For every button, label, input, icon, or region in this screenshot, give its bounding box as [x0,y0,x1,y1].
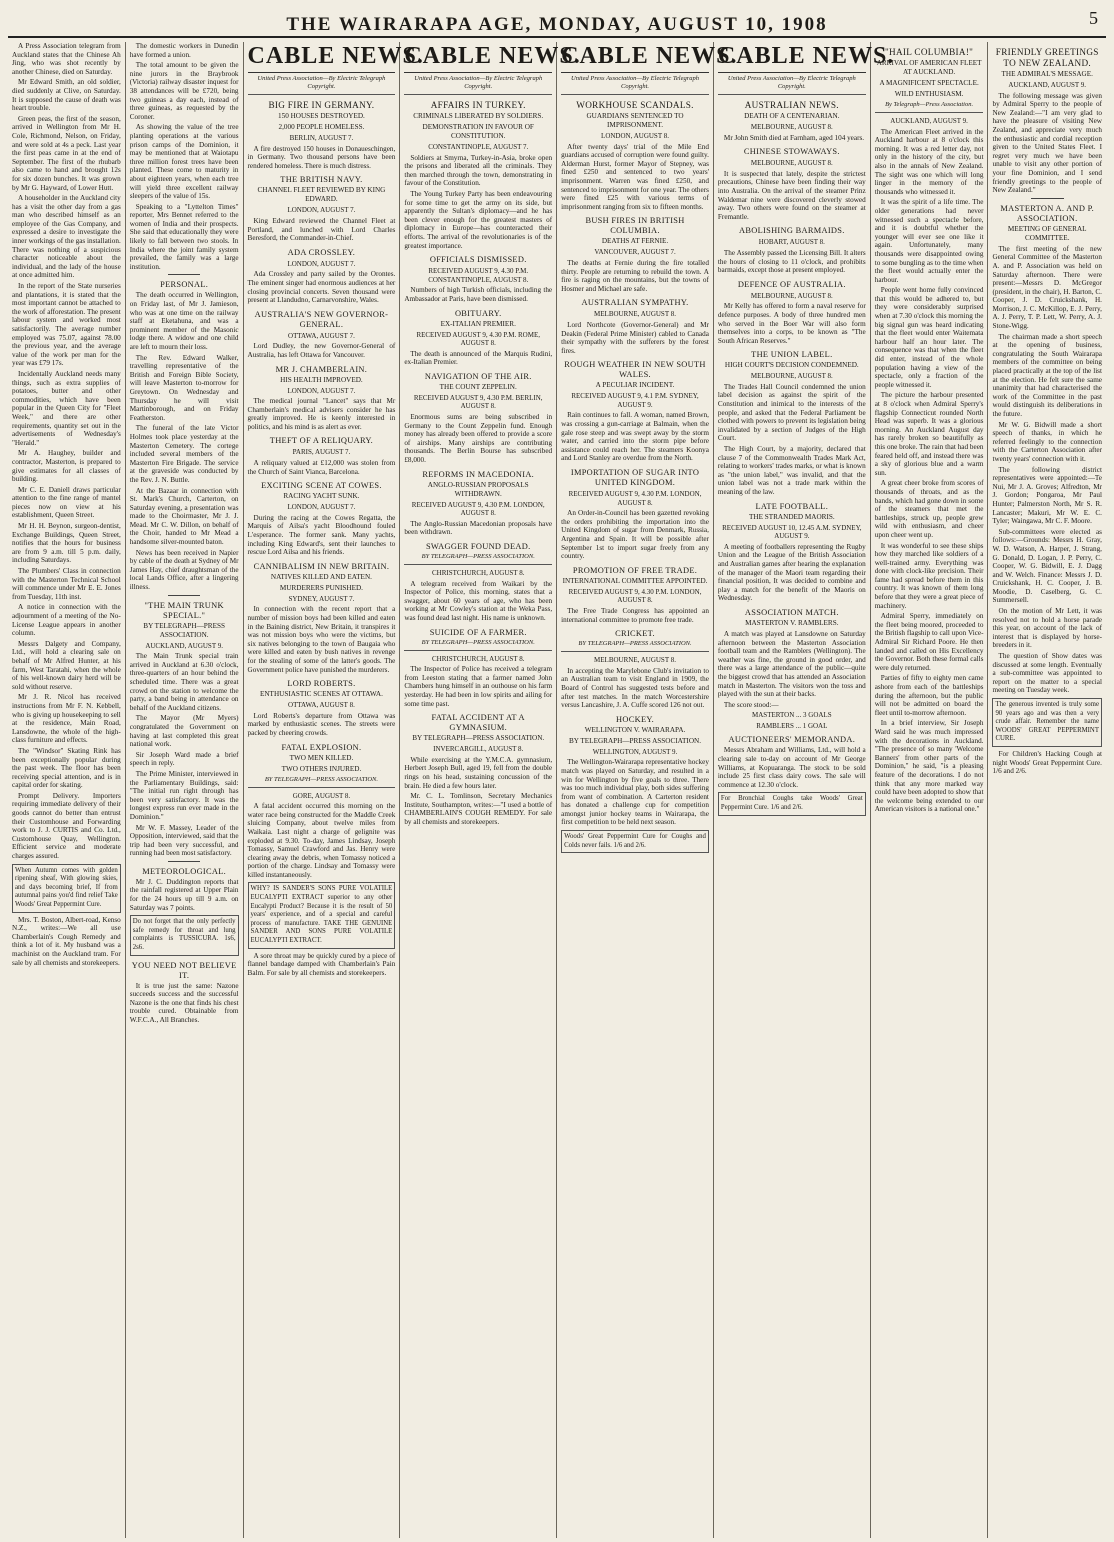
paragraph: Mr J. C. Duddington reports that the rainfall registered at Upper Plain for the 24 hours up till 9 a.m. on Saturday was 7 points. [129,877,239,912]
column-8 [988,42,1106,1538]
paragraph: It is suspected that lately, despite the strictest precautions, Chinese have been finding their way into Australia. On the arrival of the steamer Prinz Waldemar nine were discovered cleverly stowed away. Two others were found on the steamer at Fremantle. [717,169,866,221]
headline: CHINESE STOWAWAYS. [743,147,840,157]
column-3 [244,42,424,1538]
dateline: LONDON, AUGUST 7. [287,259,356,268]
headline: AFFAIRS IN TURKEY. [430,100,526,110]
subheadline: WILD ENTHUSIASM. [894,90,964,98]
paragraph: Messrs Abraham and Williams, Ltd., will hold a clearing sale to-day on account of Mr George Williams, at Kopuaranga. The stock to be sold include 25 first class dairy cows. The sale will commence at 12.30 o'clock. [717,746,866,789]
advertisement: The generous invented is truly some 90 years ago and was then a very crude affair. Remember the name WOODS' GREAT PEPPERMINT CURE. [992,698,1102,747]
advertisement: Woods' Great Peppermint Cure for Coughs and Colds never fails. 1/6 and 2/6. [561,830,709,853]
paragraph: After twenty days' trial of the Mile End guardians accused of corruption were found guilty. Alderman Hurst, former Mayor of Stepney, was fined £250 and sentenced to two years' imprisonment. Warren was fined £250, and sentenced to imprisonment for one year. The others were fined £25 with various terms of imprisonment ranging from six to fifteen months. [561,142,709,211]
page-number: 5 [1089,8,1098,28]
paragraph: The Trades Hall Council condemned the union label decision as against the spirit of the Constitution and inimical to the interests of the people, and asked that the Federal Parliament be clothed with powers to prevent its legislation being invalidated by a section of Judges of the High Court. [717,382,866,443]
paragraph: The death is announced of the Marquis Rudini, ex-Italian Premier. [404,349,553,367]
paragraph: A great cheer broke from scores of thousands of throats, and as the bands, which had gone down in some of the steamers that met the battleships, struck up, people grew wild with enthusiasm, and cheer upon cheer went up. [874,479,984,539]
paragraph: Messrs Dalgety and Company, Ltd., will hold a clearing sale on behalf of Mr Alfred Hunter, at his farm, West Taratahi, when the whole of his well-known dairy herd will be sold without reserve. [12,639,121,691]
headline: FATAL ACCIDENT AT A GYMNASIUM. [431,713,525,733]
paragraph: In connection with the recent report that a number of mission boys had been killed and eaten in the Baining district, New Britain, it transpires it was not mission boys who were the victims, but six natives belonging to the town of Baugaia who were killed and eaten by bush natives in revenge for the stealing of some of the latter's goods. The Government police have punished the murderers. [247,605,396,674]
dateline: MELBOURNE, AUGUST 8. [594,656,676,665]
columns [8,42,1106,1538]
paragraph: Rain continues to fall. A woman, named Brown, was crossing a gun-carriage at Balmain, when the gale rose steep and was swept away by the storm water, and carried into the storm pipe before assistance could reach her. The steamers Koonya and Lord Stanley are overdue from the North. [561,411,709,463]
paragraph: News has been received in Napier by cable of the death at Sydney of Mr James Hay, chief draughtsman of the local Lands Office, after a lingering illness. [129,548,239,592]
headline: EXCITING SCENE AT COWES. [261,481,382,491]
headline: "HAIL COLUMBIA!" [884,47,974,57]
subheadline: TWO MEN KILLED. [289,753,354,762]
dateline: LONDON, AUGUST 7. [287,503,356,512]
headline: OBITUARY. [454,308,502,318]
paragraph: Mr Kelly has offered to form a naval reserve for defence purposes. A body of three hundred men who served in the Boer War will also form themselves into a corps, to be known as "The South African Reserves." [717,302,866,345]
headline: MR J. CHAMBERLAIN. [275,364,368,374]
paragraph: The Free Trade Congress has appointed an international committee to promote free trade. [561,606,709,624]
agency-credit: United Press Association—By Electric Telegraph Copyright. [404,75,552,95]
headline: DEFENCE OF AUSTRALIA. [737,279,846,289]
paragraph: Lord Dudley, the new Governor-General of Australia, has left Ottawa for Vancouver. [247,342,396,359]
masthead-title: THE WAIRARAPA AGE, MONDAY, AUGUST 10, 1908 [286,14,828,35]
headline: NAVIGATION OF THE AIR. [424,371,532,381]
paragraph: Soldiers at Smyrna, Turkey-in-Asia, broke open the prisons and liberated all the criminals. They then marched through the town, demonstrating in favour of the Constitution. [404,153,553,188]
subheadline: EX-ITALIAN PREMIER. [440,319,516,328]
advertisement: Do not forget that the only perfectly safe remedy for throat and lung complaints is TUSSICURA. 1s6, 2s6. [130,915,239,955]
paragraph: The Assembly passed the Licensing Bill. It alters the hours of closing to 11 o'clock, and prohibits barmaids, except those at present employed. [717,248,866,275]
headline: LORD ROBERTS. [287,679,356,689]
dateline: CHRISTCHURCH, AUGUST 8. [432,569,525,577]
paragraph: The Young Turkey Party has been endeavouring for some time to get the army on its side, but apparently the Sultan's diplomacy—and he has been clever enough for the greatest masters of diplomacy in Europe—has counteracted their efforts. The arrival of the revolutionaries is of the greatest importance. [404,189,553,250]
subheadline: NATIVES KILLED AND EATEN. [270,572,372,581]
subheadline: GUARDIANS SENTENCED TO IMPRISONMENT. [586,112,684,129]
subheadline: A MAGNIFICENT SPECTACLE. [879,79,979,87]
subheadline: 150 HOUSES DESTROYED. [278,112,365,120]
dateline: OTTAWA, AUGUST 7. [288,331,355,340]
dateline: OTTAWA, AUGUST 8. [288,701,355,710]
paragraph: The following district representatives were appointed:—Te Nui, Mr J. A. Groves; Alfredton, Mr J. Gordon; Pongaroa, Mr Paul Hunter; Palmerston North, Mr S. R. Lancaster; Makuri, Mr W. E. C. Tyler; Waingawa, Mr C. F. Moore. [992,465,1102,526]
paragraph: Mr Edward Smith, an old soldier, died suddenly at Clive, on Saturday. It is supposed the cause of death was heart trouble. [12,78,121,113]
column-7 [871,42,989,1538]
headline: AUSTRALIAN SYMPATHY. [581,298,689,308]
subheadline: DEATHS AT FERNIE. [601,237,669,246]
subheadline: DEATH OF A CENTENARIAN. [744,112,840,120]
subheadline: BY TELEGRAPH—PRESS ASSOCIATION. [412,734,545,743]
subheadline: 2,000 PEOPLE HOMELESS. [278,123,365,131]
dateline: RECEIVED AUGUST 9, 4.30 P.M. LONDON, AUGUST 8. [411,500,545,518]
paragraph: The Anglo-Russian Macedonian proposals have been withdrawn. [404,519,553,537]
subheadline: WELLINGTON V. WAIRARAPA. [584,725,686,734]
paragraph: An Order-in-Council has been gazetted revoking the orders prohibiting the importation into the United Kingdom of sugar from Denmark, Russia, Argentina and Spain. It will be possible after September 1st to import sugar freely from any country. [561,509,709,561]
paragraph: Numbers of high Turkish officials, including the Ambassador at Paris, have been dismissed. [404,286,553,303]
headline: AUSTRALIAN NEWS. [744,100,839,110]
dateline: RECEIVED AUGUST 9, 4.30 P.M. BERLIN, AUGUST 8. [413,393,543,411]
paragraph: Admiral Sperry, immediately on the fleet being moored, proceeded to the British flagship to call upon Vice-Admiral Sir Richard Poore. He then landed and called on His Excellency the Governor. Both these formal calls were duly returned. [874,612,984,672]
score-line: RAMBLERS ... 1 GOAL [756,721,828,730]
headline: CRICKET. [615,629,655,639]
subheadline: DEMONSTRATION IN FAVOUR OF CONSTITUTION. [422,123,534,140]
divider [168,274,201,275]
dateline: PARIS, AUGUST 7. [292,448,351,457]
paragraph: The funeral of the late Victor Holmes took place yesterday at the Masterton Cemetery. The cortege included several members of the Masterton Fire Brigade. The service at the graveside was conducted by the Rev. J. N. Buttle. [129,424,239,484]
dateline: MELBOURNE, AUGUST 8. [750,372,833,381]
headline: AUSTRALIA'S NEW GOVERNOR-GENERAL. [254,309,389,329]
paragraph: The Inspector of Police has received a telegram from Leeston stating that a farmer named John Chambers hung himself in an outhouse on his farm yesterday. He had been in low spirits and ailing for some time past. [404,665,553,708]
paragraph: Incidentally Auckland needs many things, such as extra supplies of potatoes, butter and other commodities, which have been popular in the Queen City for "Fleet Week," and there are other requirements, quantity set out in the advertisements of Wednesday's "Herald." [12,369,121,447]
dateline: CHRISTCHURCH, AUGUST 8. [432,654,525,663]
paragraph: The domestic workers in Dunedin have formed a union. [129,42,239,59]
paragraph: The Rev. Edward Walker, travelling representative of the British and Foreign Bible Society, will leave Masterton to-morrow for Greytown. On Wednesday and Thursday he will visit Martinborough, and on Friday Featherston. [129,353,239,422]
paragraph: A Press Association telegram from Auckland states that the Chinese Ah Jing, who was shot recently by another Chinese, died on Saturday. [12,42,121,76]
paragraph: A householder in the Auckland city has a visit the other day from a gas man who described himself as an employee of the Gas Company, and expressed a desire to investigate the inner workings of the gas installation. There was nothing of a suspicious character noticeable about the individual, and the lady of the house at once admitted him. [12,194,121,280]
subheadline: MURDERERS PUNISHED. [279,583,363,592]
paragraph: The medical journal "Lancet" says that Mr Chamberlain's medical advisers consider he has greatly improved. He is keenly interested in politics, and his mind is as alert as ever. [247,397,396,431]
headline: SUICIDE OF A FARMER. [429,627,527,637]
headline: LATE FOOTBALL. [755,501,829,511]
paragraph: The "Windsor" Skating Rink has been exceptionally popular during the past week. The floor has been receiving special attention, and is in capital order for skating. [12,746,121,790]
subheadline: THE STRANDED MAORIS. [748,512,835,521]
headline: AUCTIONEERS' MEMORANDA. [728,735,856,745]
paragraph: The first meeting of the new General Committee of the Masterton A. and P. Association was held on Saturday afternoon. There were present:—Messrs D. McGregor (president, in the chair), H. Barton, C. Cooper, J. D. Cruickshank, H. Morrison, J. C. McKillop, E. J. Perry, A. J. Perry, T. P. Lett, W. Perry, A. J. Stone-Wigg. [992,244,1102,331]
dateline: MELBOURNE, AUGUST 8. [750,123,833,131]
dateline: LONDON, AUGUST 7. [287,386,356,395]
agency-credit: BY TELEGRAPH—PRESS ASSOCIATION. [248,776,396,788]
paragraph: Lord Northcote (Governor-General) and Mr Deakin (Federal Prime Minister) cabled to Canada their sympathy with the sufferers by the forest fires. [561,320,709,355]
subheadline: BY TELEGRAPH—PRESS ASSOCIATION. [143,621,225,639]
headline: ROUGH WEATHER IN NEW SOUTH WALES. [564,360,706,380]
subheadline: CHANNEL FLEET REVIEWED BY KING EDWARD. [257,186,386,204]
dateline: GORE, AUGUST 8. [292,791,351,800]
paragraph: A fatal accident occurred this morning on the water race being constructed for the Maddle Creek sluicing Company, about twelve miles from Waikaia. Last night a charge of gelignite was exploded at 9.30. To-day, James Lindsay, Joseph Tomassy, Samuel Crawford and Jas. Henry were clearing away the debris, when Tomassy noticed a portion of the charge. Lindsay and Tomassy were killed instantaneously. [247,802,396,879]
paragraph: The picture the harbour presented at 8 o'clock when Admiral Sperry's flagship Connecticut rounded North Head was superb. It was a glorious morning. An Auckland August day has rarely broken so beautifully as this one broke. The rain that had been feared held off, and instead there was a sky of glorious blue and a warm sun. [874,391,984,477]
dateline: VANCOUVER, AUGUST 7. [594,248,676,257]
dateline: WELLINGTON, AUGUST 9. [592,747,678,756]
paragraph: On the motion of Mr Lett, it was resolved not to hold a horse parade this year, on account of the lack of interest that is displayed by horse-breeders in it. [992,607,1102,650]
dateline: RECEIVED AUGUST 9, 4.30 P.M. LONDON, AUGUST 8. [568,587,702,605]
subheadline: HIS HEALTH IMPROVED. [280,375,363,384]
headline: ASSOCIATION MATCH. [744,607,839,617]
subheadline: TWO OTHERS INJURED. [281,764,362,773]
score-line: MASTERTON ... 3 GOALS [752,711,832,720]
paragraph: The question of Show dates was discussed at some length. Eventually a sub-committee was appointed to report on the matter to a special meeting on Tuesday week. [992,652,1102,695]
dateline: MELBOURNE, AUGUST 8. [750,291,833,300]
cable-news-banner: CABLE NEWS. [248,42,396,73]
divider [168,595,201,596]
subheadline: INTERNATIONAL COMMITTEE APPOINTED. [562,576,708,585]
headline: THE UNION LABEL. [751,350,833,360]
paragraph: For Children's Hacking Cough at night Woods' Great Peppermint Cure. 1/6 and 2/6. [992,749,1102,776]
dateline: LONDON, AUGUST 7. [287,206,356,215]
headline: ABOLISHING BARMAIDS. [739,226,845,236]
dateline: AUCKLAND, AUGUST 9. [1008,81,1087,89]
paragraph: Mr A. Haughey, builder and contractor, Masterton, is prepared to give estimates for all classes of building. [12,449,121,484]
headline: PERSONAL. [160,280,209,290]
subheadline: HIGH COURT'S DECISION CONDEMNED. [724,361,859,370]
headline: FRIENDLY GREETINGS TO NEW ZEALAND. [995,47,1099,68]
paragraph: Mrs. T. Boston, Albert-road, Kenso N.Z., writes:—We all use Chamberlain's Cough Remedy and think a lot of it. My husband was a machinist on the Auckland tram. For sale by all chemists and storekeepers. [12,915,121,967]
subheadline: THE COUNT ZEPPELIN. [439,382,517,391]
subheadline: CRIMINALS LIBERATED BY SOLDIERS. [413,112,544,120]
masthead [8,6,1106,38]
paragraph: Sub-committees were elected as follows:—Grounds: Messrs H. Gray, W. D. Watson, A. Harper, J. Strang, G. Donald, D. Logan, J. P. Perry, C. Cooper, W. G. Bidwill, E. J. Dagg and W. Welch. Finance: Messrs J. D. Cruickshank, H. C. Cooper, J. B. Moodie, D. Caselberg, G. C. Summersell. [992,527,1102,605]
paragraph: The deaths at Fernie during the fire totalled thirty. People are returning to rebuild the town. A fire is raging on the mountains, but the towns of Hosmer and Michael are safe. [561,258,709,293]
paragraph: The Main Trunk special train arrived in Auckland at 6.30 o'clock, three-quarters of an hour behind the scheduled time. There was a great crowd on the station to welcome the party, a band being in attendance on behalf of the Auckland citizens. [129,652,239,712]
column-4 [400,42,581,1538]
subheadline: ARRIVAL OF AMERICAN FLEET AT AUCKLAND. [876,59,982,76]
paragraph: A notice in connection with the adjournment of a meeting of the No-License League appears in another column. [12,603,121,638]
advertisement: When Autumn comes with golden ripening sheaf, With glowing skies, and days becoming brief, If from autumnal pains you'd find relief Take Woods' Great Peppermint Cure. [12,864,121,913]
headline: YOU NEED NOT BELIEVE IT. [131,960,237,980]
paragraph: Enormous sums are being subscribed in Germany to the Count Zeppelin fund. Enough money has already been offered to provide a score of airships. Many airships are contributing thousands. The Berlin Bourse has subscribed £8,000. [404,413,553,465]
subheadline: ANGLO-RUSSIAN PROPOSALS WITHDRAWN. [427,480,529,498]
dateline: BERLIN, AUGUST 7. [289,134,354,142]
advertisement: WHY? IS SANDER'S SONS PURE VOLATILE EUCALYPTI EXTRACT superior to any other Eucalypti Product? Because it is the result of 50 years' experience, and of a special and careful process of manufacture. TAKE THE GENUINE SANDER AND SONS PURE VOLATILE EUCALYPTI EXTRACT. [248,882,396,948]
paragraph: King Edward reviewed the Channel Fleet at Portland, and lunched with Lord Charles Beresford, the Commander-in-Chief. [247,216,396,243]
headline: WORKHOUSE SCANDALS. [576,100,694,110]
paragraph: A meeting of footballers representing the Rugby Union and the League of the British Association and Australian games after hearing the explanation of the manager of the Maori team regarding their financial position, It was decided to combine and play a match for the benefit of the Maoris on Wednesday. [717,542,866,603]
headline: THE BRITISH NAVY. [280,175,363,185]
paragraph: During the racing at the Cowes Regatta, the Marquis of Ailsa's yacht Bloodhound fouled L'esperance. The former sank. Many yachts, including King Edward's, sent their launches to rescue Lord Ailsa and his friends. [247,513,396,557]
subheadline: MASTERTON V. RAMBLERS. [745,618,839,627]
paragraph: A sore throat may be quickly cured by a piece of flannel bandage damped with Chamberlain's Pain Balm. For sale by all chemists and storekeepers. [247,951,396,977]
paragraph: In accepting the Marylebone Club's invitation to an Australian team to visit England in 1909, the Board of Control has suggested tests before and after test matches. In the match Worcestershire versus Lancashire, J. A. Cuffe scored 126 not out. [561,666,709,710]
headline: THEFT OF A RELIQUARY. [269,436,374,446]
agency-credit: BY TELEGRAPH—PRESS ASSOCIATION. [404,553,552,565]
paragraph: At the Bazaar in connection with St. Mark's Church, Carterton, on Saturday evening, a presentation was made to the Choirmaster, Mr J. J. Mead. Mr C. W. Dillon, on behalf of the Choir, handed to Mr Mead a handsome silver-mounted baton. [129,486,239,547]
paragraph: The following message was given by Admiral Sperry to the people of New Zealand:—"I am very glad to have the pleasure of visiting New Zealand, and appreciate very much the enthusiastic and cordial reception given to the United States Fleet. I regret very much we have been unable to visit any other portion of your fine Dominion, and I send friendly greetings to the people of New Zealand." [992,91,1102,195]
headline: "THE MAIN TRUNK SPECIAL." [144,600,224,620]
divider [1031,198,1064,199]
subheadline: ENTHUSIASTIC SCENES AT OTTAWA. [259,690,383,699]
cable-news-banner: CABLE NEWS. [561,42,709,73]
paragraph: The American Fleet arrived in the Auckland harbour at 8 o'clock this morning. It was a red letter day, not only in the history of the city, but also in the annals of New Zealand. The sight was one which will long linger in the memory of the thousands who witnessed it. [874,127,984,196]
paragraph: Parties of fifty to eighty men came ashore from each of the battleships during the afternoon, but the public will not be admitted on board the fleet until to-morrow afternoon. [874,674,984,717]
column-6 [714,42,895,1538]
headline: BUSH FIRES IN BRITISH COLUMBIA. [585,216,685,236]
paragraph: While exercising at the Y.M.C.A. gymnasium, Herbert Joseph Bull, aged 19, fell from the double rings on his head, sustaining concussion of the brain. He died a few hours later. [404,755,553,790]
paragraph: A fire destroyed 150 houses in Donaueschingen, in Germany. Two thousand persons have been rendered homeless. There is much distress. [247,144,396,170]
paragraph: The total amount to be given the nine jurors in the Braybrook (Victoria) railway disaster inquest for 38 attendances will be £720, being two guineas a day each, instead of three guineas, as requested by the Coroner. [129,61,239,121]
paragraph: As showing the value of the tree planting operations at the various prison camps of the Dominion, it may be mentioned that at Waiotapu three million forest trees have been planted. These come to maturity in about eighteen years, when each tree will yield three excellent railway sleepers of the value of 15s. [129,123,239,201]
column-5 [557,42,738,1538]
paragraph: The Plumbers' Class in connection with the Masterton Technical School will commence under Mr E. E. Jones from Tuesday, 11th inst. [12,567,121,601]
agency-credit: BY TELEGRAPH—PRESS ASSOCIATION. [404,639,552,651]
headline: FATAL EXPLOSION. [281,742,362,752]
dateline: AUCKLAND, AUGUST 9. [145,641,223,650]
paragraph: Prompt Delivery. Importers requiring immediate delivery of their goods cannot do better than entrust their Customhouse and Forwarding work to J. J. CURTIS and Co. Ltd., Customhouse Quay, Wellington. Efficient service and moderate charges assured. [12,791,121,861]
cable-news-banner: CABLE NEWS. [718,42,866,73]
paragraph: The Mayor (Mr Myers) congratulated the Government on having at last completed this great national work. [129,714,239,749]
headline: BIG FIRE IN GERMANY. [268,100,375,110]
paragraph: Green peas, the first of the season, arrived in Wellington from Mr H. Cole, Richmond, Nelson, on Friday, and were sold at 4s a peck. Last year the first peas came in at the end of September. The first of the rhubarb also came to hand and brought 12s for six dozen bunches. It was grown by Mr G. Hayward, of Lower Hutt. [12,114,121,192]
paragraph: Mr. C. L. Tomlinson, Secretary Mechanics Institute, Southampton, writes:—"I used a bottle of CHAMBERLAIN'S COUGH REMEDY. For sale by all chemists and storekeepers. [404,792,553,826]
paragraph: Mr W. F. Massey, Leader of the Opposition, interviewed, said that the trip had been very successful, and running had been most satisfactory. [129,823,239,858]
dateline: INVERCARGILL, AUGUST 8. [433,745,524,754]
score-title: The score stood:— [723,700,779,709]
agency-credit: By Telegraph—Press Association. [875,101,984,113]
paragraph: Sir Joseph Ward made a brief speech in reply. [129,750,239,768]
paragraph: Lord Roberts's departure from Ottawa was marked by enthusiastic scenes. The streets were packed by cheering crowds. [247,711,396,737]
paragraph: The death occurred in Wellington, on Friday last, of Mr J. Jamieson, who was at one time on the railway staff at Eketahuna, and was a prominent member of the Masonic lodge there. A widow and one child are left to mourn their loss. [129,291,239,351]
cable-news-banner: CABLE NEWS. [404,42,552,73]
advertisement: For Bronchial Coughs take Woods' Great Peppermint Cure. 1/6 and 2/6. [718,792,866,815]
dateline: RECEIVED AUGUST 9, 4.30 P.M. LONDON, AUGUST 8. [568,490,702,507]
headline: ADA CROSSLEY. [287,247,356,257]
dateline: RECEIVED AUGUST 9, 4.30 P.M. ROME, AUGUST 8. [416,330,540,348]
headline: CANNIBALISM IN NEW BRITAIN. [253,561,390,571]
headline: SWAGGER FOUND DEAD. [425,542,531,551]
dateline: RECEIVED AUGUST 9, 4.1 P.M. SYDNEY, AUGUST 9. [571,392,699,409]
dateline: SYDNEY, AUGUST 7. [288,594,355,603]
subheadline: BY TELEGRAPH—PRESS ASSOCIATION. [569,736,702,745]
paragraph: Speaking to a "Lyttelton Times" reporter, Mrs Bennet referred to the women of India and their prospects. She said that educationally they were likely to fall between two stools. In India where the joint family system prevailed, the family was a large institution. [129,202,239,271]
subheadline: RACING YACHT SUNK. [283,492,360,501]
dateline: LONDON, AUGUST 8. [601,132,669,140]
dateline: CONSTANTINOPLE, AUGUST 7. [428,143,529,151]
headline: PROMOTION OF FREE TRADE. [572,565,698,575]
paragraph: People went home fully convinced that this would be adhered to, but they were considerably surprised when at 7.30 o'clock this morning the big signal gun was heard indicating that the fleet would enter Waitemata harbour half an hour later. The consequence was that when the fleet did enter, instead of the whole population having a view of the spectacle, only a fraction of the people witnessed it. [874,286,984,389]
paragraph: It was wonderful to see these ships how they marched like soldiers of a well-trained army. Everything was done with clock-like precision. Their fame had spread before them in this country. It was known of them long before that they were a great piece of machinery. [874,541,984,610]
paragraph: Mr J. R. Nicol has received instructions from Mr F. N. Kebbell, who is giving up housekeeping to sell at the residence, Main Road, Lansdowne, the whole of the high-class furniture and effects. [12,693,121,745]
paragraph: A telegram received from Waikari by the Inspector of Police, this morning, states that a swagger, about 60 years of age, who has been working at Mr Cowley's station at the Weka Pass, was found dead last night. His name is unknown. [404,579,553,622]
headline: METEOROLOGICAL. [142,866,227,876]
paragraph: The High Court, by a majority, declared that clause 7 of the Commonwealth Trades Mark Act, relating to workers' trades marks, or what is known as "the union label," was invalid, and that the union label was not a trade mark within the meaning of the law. [717,445,866,496]
subheadline: MEETING OF GENERAL COMMITTEE. [1007,224,1087,242]
dateline: RECEIVED AUGUST 9, 4.30 P.M. CONSTANTINOPLE, AUGUST 8. [428,267,529,284]
subheadline: A PECULIAR INCIDENT. [595,381,675,390]
agency-credit: United Press Association—By Electric Telegraph Copyright. [718,75,866,95]
paragraph: Mr H. H. Beynon, surgeon-dentist, Exchange Buildings, Queen Street, notifies that the hours for business are from 9 a.m. till 5 p.m. daily, including Saturdays. [12,522,121,565]
divider [168,861,201,862]
headline: HOCKEY. [616,714,655,724]
paragraph: Mr C. E. Daniell draws particular attention to the fine range of mantel pieces now on view at his establishment, Queen Street. [12,485,121,520]
headline: MASTERTON A. AND P. ASSOCIATION. [1000,203,1095,223]
column-2 [126,42,244,1538]
column-1 [8,42,126,1538]
paragraph: In the report of the State nurseries and plantations, it is stated that the most important cannot be attached to the work of afforestation. The present labour system and worked most satisfactorily. The average number employed was 75.07, against 78.00 the previous year, and the average value of the work per man for the year was £79 17s. [12,282,121,368]
headline: IMPORTATION OF SUGAR INTO UNITED KINGDOM. [570,468,700,488]
headline: REFORMS IN MACEDONIA. [422,469,535,479]
dateline: RECEIVED AUGUST 10, 12.45 A.M. SYDNEY, AUGUST 9. [722,523,862,541]
agency-credit: BY TELEGRAPH—PRESS ASSOCIATION. [561,640,709,652]
paragraph: The Prime Minister, interviewed in the Parliamentary Buildings, said: "The initial run right through has been very satisfactory. It was the longest express run ever made in the Dominion." [129,769,239,821]
paragraph: It is true just the same: Nazone succeeds success and the successful Nazone is the one that finds his chest trouble cured. Obtainable from W.F.C.A., All Branches. [129,981,239,1024]
paragraph: Mr John Smith died at Farnham, aged 104 years. [723,133,865,142]
paragraph: Mr W. G. Bidwill made a short speech of thanks, in which he referred feelingly to the connection with the Carterton Association after twenty years' connection with it. [992,420,1102,463]
dateline: MELBOURNE, AUGUST 8. [750,159,833,168]
paragraph: In a brief interview, Sir Joseph Ward said he was much impressed with the decorations in Auckland. "The presence of so many 'Welcome Banners' from other parts of the Dominion," he said, "is a pleasing feature of the decorations. I do not think that any more marked way could have been adopted to show that the welcome being extended to our American visitors is a national one." [874,719,984,814]
agency-credit: United Press Association—By Electric Telegraph Copyright. [248,75,396,95]
paragraph: It was the spirit of a life time. The older generations had never witnessed such a spectacle before, and it is doubtful whether the younger will ever see one like it again. Unfortunately, many thousands were disappointed owing to some bungling as to the time when the fleet would actually enter the harbour. [874,198,984,284]
dateline: HOBART, AUGUST 8. [758,238,825,247]
dateline: MELBOURNE, AUGUST 8. [594,310,676,319]
paragraph: A match was played at Lansdowne on Saturday afternoon between the Masterton Association football team and the Ramblers (Wellington). The weather was fine, the ground in good order, and there was a large attendance of the public—quite the biggest crowd that has attended an Association match in Masterton. The visitors won the toss and played with the sun at their backs. [717,629,866,699]
dateline: AUCKLAND, AUGUST 9. [890,117,968,125]
headline: OFFICIALS DISMISSED. [429,255,527,265]
paragraph: Ada Crossley and party sailed by the Orontes. The eminent singer had enormous audiences at her closing provincial concerts. Seven thousand were present at Llandudno, Carnarvonshire, Wales. [247,270,396,305]
paragraph: The chairman made a short speech at the opening of business, congratulating the South Wairarapa members of the committee on being placed practically at the top of the list at the election. He felt sure the same unanimity that had characterised the work of the Committee in the past would distinguish its deliberations in the future. [992,332,1102,418]
paragraph: The Wellington-Wairarapa representative hockey match was played on Saturday, and resulted in a win for Wellington by five goals to three. There was too much individual play, both sides suffering from want of combination. A Carterton resident has donated a challenge cup for competition amongst junior hockey teams in Wairarapa, the first competition to be held next season. [561,758,709,827]
agency-credit: United Press Association—By Electric Telegraph Copyright. [561,75,709,95]
paragraph: A reliquary valued at £12,000 was stolen from the Church of Saint Vianca, Barcelona. [247,459,396,476]
subheadline: THE ADMIRAL'S MESSAGE. [1001,70,1093,78]
